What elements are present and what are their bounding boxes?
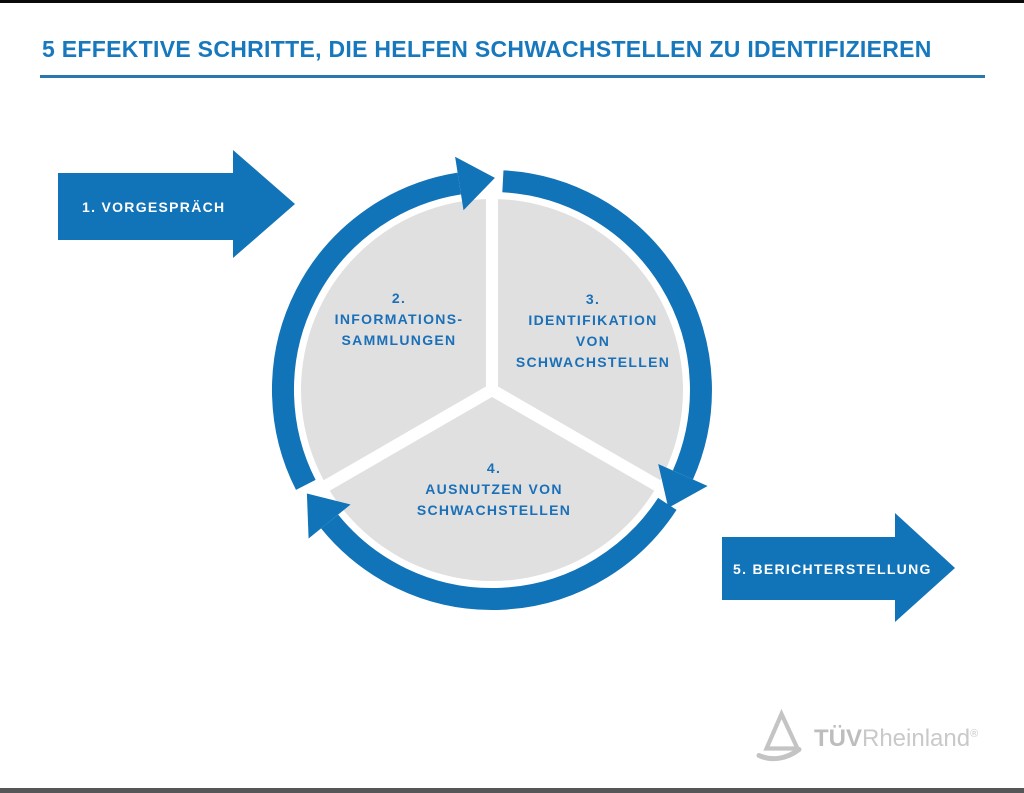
page-title: 5 EFFEKTIVE SCHRITTE, DIE HELFEN SCHWACHSTELLEN ZU IDENTIFIZIEREN [42, 36, 932, 62]
segment-4-line2: SCHWACHSTELLEN [416, 502, 572, 518]
segment-3-line2: VON [575, 333, 611, 349]
segment-2-line1: INFORMATIONS- [334, 311, 464, 327]
tuv-rheinland-logo [814, 719, 978, 754]
segment-3-number: 3. [585, 291, 601, 307]
step1-label: 1. VORGESPRÄCH [82, 199, 226, 215]
segment-4-line1: AUSNUTZEN VON [425, 481, 563, 497]
segment-2-label [289, 288, 509, 351]
segment-3-line1: IDENTIFIKATION [528, 312, 658, 328]
footer-bar [0, 788, 1024, 793]
logo-registered-mark: ® [970, 728, 979, 740]
logo-tuv-text: TÜV [814, 725, 862, 752]
logo-rheinland-text: Rheinland [862, 725, 971, 752]
step5-label: 5. BERICHTERSTELLUNG [733, 561, 932, 577]
tuv-logo-swoosh-icon [759, 750, 799, 759]
segment-4-label [374, 458, 614, 521]
segment-3-line3: SCHWACHSTELLEN [515, 354, 671, 370]
segment-2-number: 2. [391, 290, 407, 306]
segment-3-label [478, 289, 708, 373]
segment-2-line2: SAMMLUNGEN [341, 332, 457, 348]
tuv-logo-triangle-icon [767, 714, 798, 749]
segment-4-number: 4. [486, 460, 502, 476]
